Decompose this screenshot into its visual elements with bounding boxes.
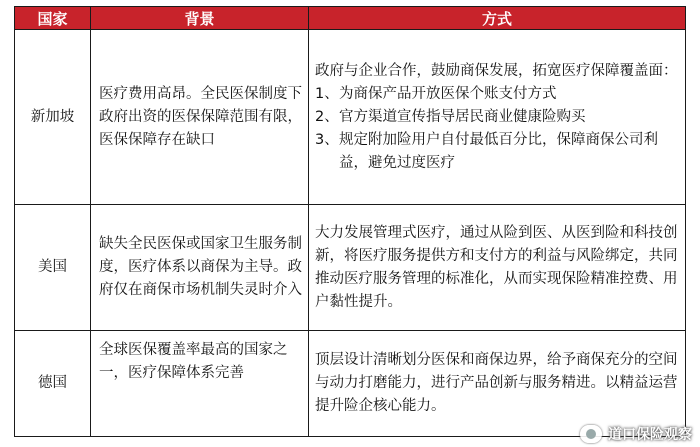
- approach-item: [315, 129, 679, 175]
- header-country: 国家: [15, 7, 91, 30]
- item-number: 2、: [315, 108, 339, 125]
- country-cell: 德国: [15, 331, 91, 437]
- item-text: 为商保产品开放医保个账支付方式: [339, 85, 557, 102]
- item-number: 3、: [315, 131, 339, 148]
- country-cell: 美国: [15, 205, 91, 331]
- background-cell: 缺失全民医保或国家卫生服务制度，医疗体系以商保为主导。政府仅在商保市场机制失灵时介入: [91, 205, 309, 331]
- approach-cell: 顶层设计清晰划分医保和商保边界，给予商保充分的空间与动力打磨能力，进行产品创新与服务精进。以精益运营提升险企核心能力。: [309, 331, 686, 437]
- background-cell: 全球医保覆盖率最高的国家之一，医疗保障体系完善: [91, 331, 309, 437]
- header-row: [15, 7, 686, 30]
- country-cell: 新加坡: [15, 30, 91, 205]
- approach-item: [315, 83, 679, 106]
- header-approach: 方式: [309, 7, 686, 30]
- approach-cell: 大力发展管理式医疗，通过从险到医、从医到险和科技创新，将医疗服务提供方和支付方的利益与风险绑定，共同推动医疗服务管理的标准化，从而实现保险精准控费、用户黏性提升。: [309, 205, 686, 331]
- item-text: 官方渠道宣传指导居民商业健康险购买: [339, 108, 586, 125]
- wechat-icon: [580, 425, 602, 443]
- approach-item: [315, 106, 679, 129]
- table-row: [15, 30, 686, 205]
- approach-intro: 政府与企业合作，鼓励商保发展，拓宽医疗保障覆盖面：: [315, 62, 678, 79]
- table-row: [15, 331, 686, 437]
- watermark: [580, 424, 692, 444]
- table-row: [15, 205, 686, 331]
- watermark-text: 道口保险观察: [608, 427, 692, 443]
- item-number: 1、: [315, 85, 339, 102]
- background-cell: 医疗费用高昂。全民医保制度下政府出资的医保保障范围有限，医保保障存在缺口: [91, 30, 309, 205]
- comparison-table: [14, 6, 686, 437]
- approach-cell: [309, 30, 686, 205]
- item-text: 规定附加险用户自付最低百分比，保障商保公司利益，避免过度医疗: [339, 131, 658, 171]
- header-background: 背景: [91, 7, 309, 30]
